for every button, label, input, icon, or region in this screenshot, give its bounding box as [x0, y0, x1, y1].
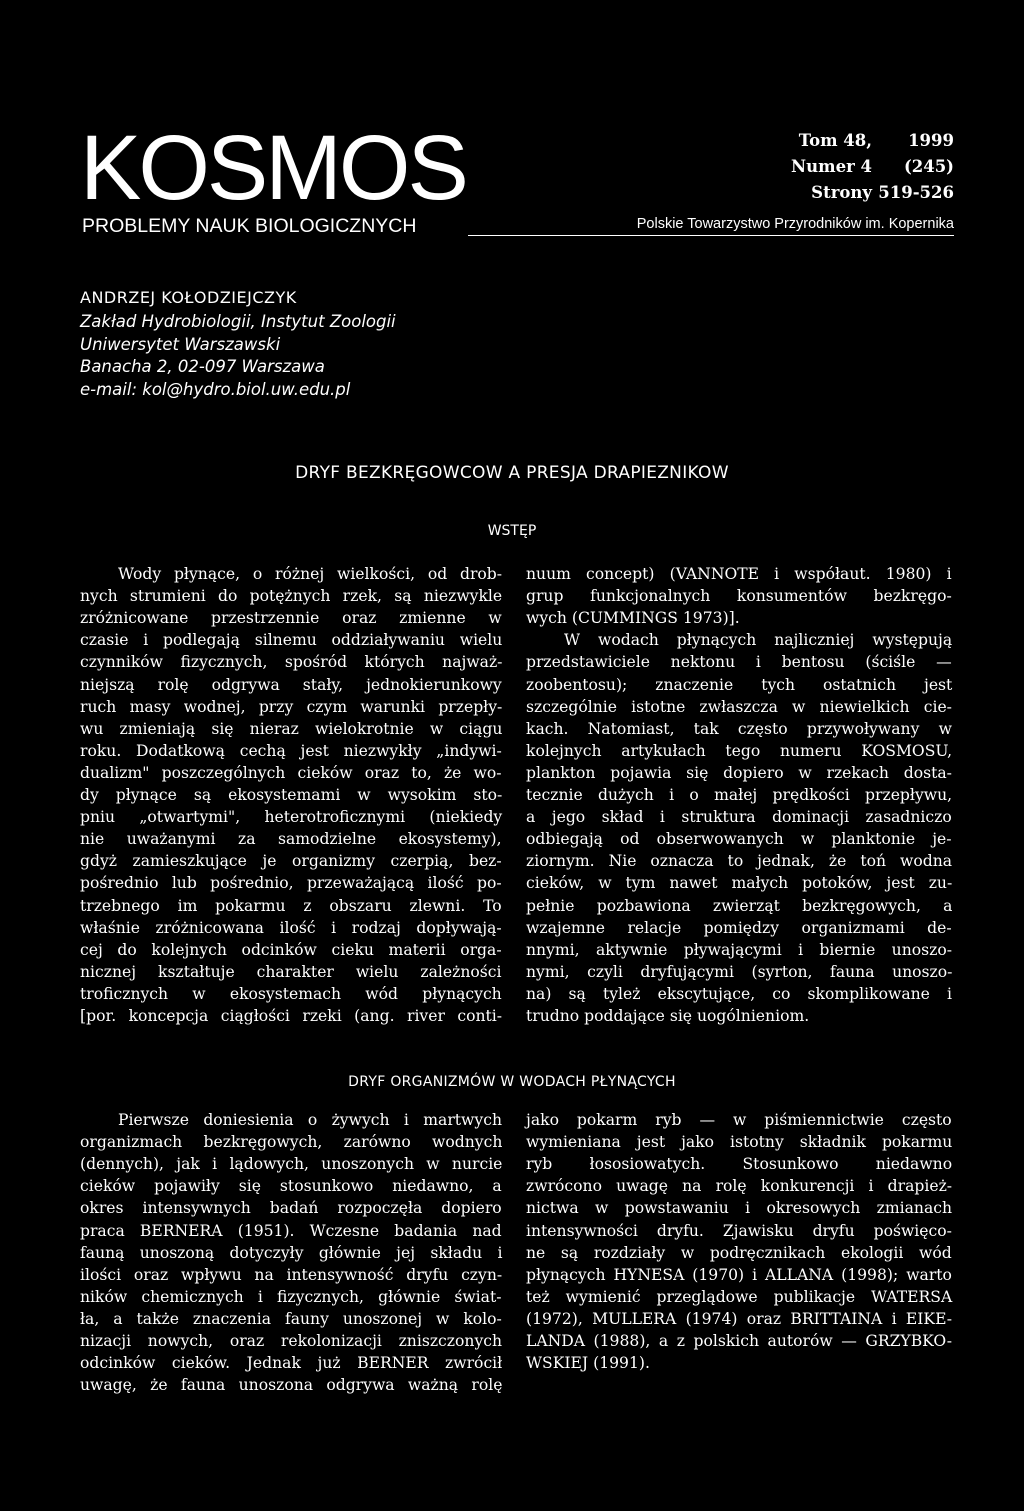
text-line: wych (CUMMINGS 1973)].: [526, 609, 740, 628]
text-line: a jego skład i struktura dominacji zasadniczo: [526, 808, 952, 827]
text-line: jako pokarm ryb — w piśmiennictwie często: [526, 1111, 952, 1129]
text-line: Pierwsze doniesienia o żywych i martwych: [118, 1111, 502, 1129]
author-email: e-mail: kol@hydro.biol.uw.edu.pl: [80, 379, 351, 399]
text-line: przedstawiciele nektonu i bentosu (ściśle —: [526, 653, 952, 672]
text-line: cieków, w tym nawet małych potoków, jest zu-: [526, 874, 953, 893]
issue-pages: [714, 180, 954, 206]
issue-pages-value: 519-526: [878, 183, 954, 202]
text-line: ryb łososiowatych. Stosunkowo niedawno: [526, 1155, 953, 1174]
text-line: zwrócono uwagę na rolę konkurencji i drapież-: [526, 1177, 953, 1196]
text-line: dualizm" poszczególnych cieków oraz to, że wo-: [80, 763, 502, 782]
text-line: trzebnego im pokarmu z obszaru zlewni. To: [80, 896, 502, 915]
text-line: kolejnych artykułach tego numeru KOSMOSU,: [526, 741, 953, 760]
text-line: uwagę, że fauna unoszona odgrywa ważną rolę: [80, 1376, 503, 1395]
masthead-rule: [468, 235, 954, 236]
text-line: nymi, czyli dryfującymi (syrton, fauna unoszo-: [526, 962, 953, 981]
issue-number-value: (245): [903, 157, 954, 176]
text-line: pniu „otwartymi", heterotroficznymi (niekiedy: [80, 808, 503, 827]
text-line: na) są tyleż ekscytujące, co skomplikowane i: [526, 984, 952, 1003]
text-line: roku. Dodatkową cechą jest niezwykły „indywi-: [80, 741, 502, 760]
text-line: pełnie pozbawiona zwierząt bezkręgowych, a: [526, 896, 953, 915]
text-line: ła, a także znaczenia fauny unoszonej w kolo-: [80, 1309, 502, 1328]
text-line: ilości oraz wpływu na intensywność dryfu czyn-: [80, 1265, 503, 1284]
text-line: odcinków cieków. Jednak już BERNER zwrócił: [80, 1354, 503, 1373]
text-line: nizacji nowych, oraz rekolonizacji zniszczonych: [80, 1332, 503, 1350]
text-line: wzajemne relacje pomiędzy organizmami de-: [526, 918, 952, 937]
issue-number-label: Numer 4: [791, 157, 872, 176]
text-line: W wodach płynących najliczniej występują: [564, 631, 953, 650]
author-affiliation: [80, 311, 396, 401]
text-line: ziornym. Nie oznacza to jednak, że toń wodna: [526, 852, 953, 871]
text-line: [por. koncepcja ciągłości rzeki (ang. river conti-: [80, 1007, 503, 1025]
text-line: WSKIEJ (1991).: [526, 1354, 650, 1373]
issue-volume-label: Tom 48,: [798, 131, 872, 150]
text-line: nnymi, aktywnie pływającymi i biernie unoszo-: [526, 940, 953, 959]
text-line: praca BERNERA (1951). Wczesne badania nad: [80, 1221, 502, 1240]
issue-number: [714, 154, 954, 180]
text-line: nictwa w powstawaniu i okresowych zmianach: [526, 1199, 953, 1218]
text-line: właśnie zróżnicowana ilość i rodzaj dopływają-: [80, 918, 502, 937]
author-name: ANDRZEJ KOŁODZIEJCZYK: [80, 288, 297, 307]
journal-subtitle: PROBLEMY NAUK BIOLOGICZNYCH: [82, 215, 417, 237]
text-line: nie uważanymi za samodzielne ekosystemy),: [80, 830, 502, 849]
issue-pages-label: Strony: [811, 183, 872, 202]
affiliation-line: Zakład Hydrobiologii, Instytut Zoologii: [80, 312, 396, 331]
text-line: ników chemicznych i fizycznych, głównie świat-: [80, 1287, 502, 1306]
text-line: zróżnicowane przestrzennie oraz zmienne w: [80, 609, 502, 628]
text-line: wu zmieniają się nieraz wielokrotnie w ciągu: [80, 719, 503, 738]
text-line: (dennych), jak i lądowych, unoszonych w nurcie: [80, 1155, 503, 1174]
text-line: nych strumieni do potężnych rzek, są niezwykle: [80, 587, 503, 606]
text-line: intensywności dryfu. Zjawisku dryfu poświęco-: [526, 1221, 952, 1240]
section-heading-introduction: WSTĘP: [487, 523, 537, 539]
issue-info: [714, 128, 954, 206]
affiliation-line: Uniwersytet Warszawski: [80, 334, 281, 354]
text-line: nicznej kształtuje charakter wielu zależności: [80, 962, 502, 981]
text-line: cej do kolejnych odcinków cieku materii orga-: [80, 940, 502, 959]
text-line: niejszą rolę odgrywa stały, jednokierunkowy: [80, 675, 502, 694]
text-line: nuum concept) (VANNOTE i współaut. 1980) i: [526, 565, 952, 583]
text-line: ne są rozdziały w podręcznikach ekologii wód: [526, 1243, 952, 1262]
text-line: trudno poddające się uogólnieniom.: [526, 1007, 810, 1025]
text-line: fauną unoszoną dotyczyły głównie jej składu i: [80, 1243, 503, 1262]
text-line: czasie i podlegają silnemu oddziaływaniu wielu: [80, 631, 503, 650]
journal-logo: KOSMOS: [80, 117, 466, 219]
text-line: grup funkcjonalnych konsumentów bezkręgo-: [526, 587, 952, 606]
text-line: wymieniana jest jako istotny składnik pokarmu: [526, 1133, 953, 1152]
text-line: odbiegają od obserwowanych w planktonie je-: [526, 830, 952, 849]
text-line: dy płynące są ekosystemami w wysokim sto-: [80, 786, 503, 804]
text-line: płynących HYNESA (1970) i ALLANA (1998); warto: [526, 1265, 952, 1284]
text-line: gdyż zamieszkujące je organizmy czerpią, bez-: [80, 852, 502, 871]
text-line: plankton pojawia się dopiero w rzekach dosta-: [526, 763, 952, 782]
text-line: też wymienić przeglądowe publikacje WATERSA: [526, 1287, 953, 1306]
text-line: LANDA (1988), a z polskich autorów — GRZYBKO-: [526, 1332, 953, 1350]
text-line: tecznie dużych i o małej prędkości przepływu,: [526, 786, 953, 804]
article-title: DRYF BEZKRĘGOWCOW A PRESJA DRAPIEZNIKOW: [295, 463, 729, 483]
text-line: czynników fizycznych, spośród których najważ-: [80, 653, 503, 672]
text-line: ruch masy wodnej, przy czym warunki przepły-: [80, 697, 503, 716]
text-line: szczególnie istotne zwłaszcza w niewielkich cie-: [526, 697, 952, 716]
section-heading-drift: DRYF ORGANIZMÓW W WODACH PŁYNĄCYCH: [348, 1074, 676, 1090]
text-line: Wody płynące, o różnej wielkości, od drob-: [118, 565, 503, 583]
issue-volume-value: 1999: [908, 131, 954, 150]
text-line: troficznych w ekosystemach wód płynących: [80, 984, 502, 1003]
affiliation-line: Banacha 2, 02-097 Warszawa: [80, 357, 325, 376]
text-line: organizmach bezkręgowych, zarówno wodnych: [80, 1133, 503, 1152]
text-line: zoobentosu); znaczenie tych ostatnich jest: [526, 675, 953, 694]
text-line: okres intensywnych badań rozpoczęła dopiero: [80, 1199, 502, 1218]
text-line: kach. Natomiast, tak często przywoływany w: [526, 719, 952, 738]
society-name: Polskie Towarzystwo Przyrodników im. Kopernika: [636, 216, 954, 232]
text-line: (1972), MULLERA (1974) oraz BRITTAINA i EIKE-: [526, 1309, 953, 1328]
issue-volume: [714, 128, 954, 154]
text-line: cieków pojawiły się stosunkowo niedawno, a: [80, 1177, 502, 1196]
text-line: pośrednio lub pośrednio, przeważającą ilość po-: [80, 874, 502, 893]
